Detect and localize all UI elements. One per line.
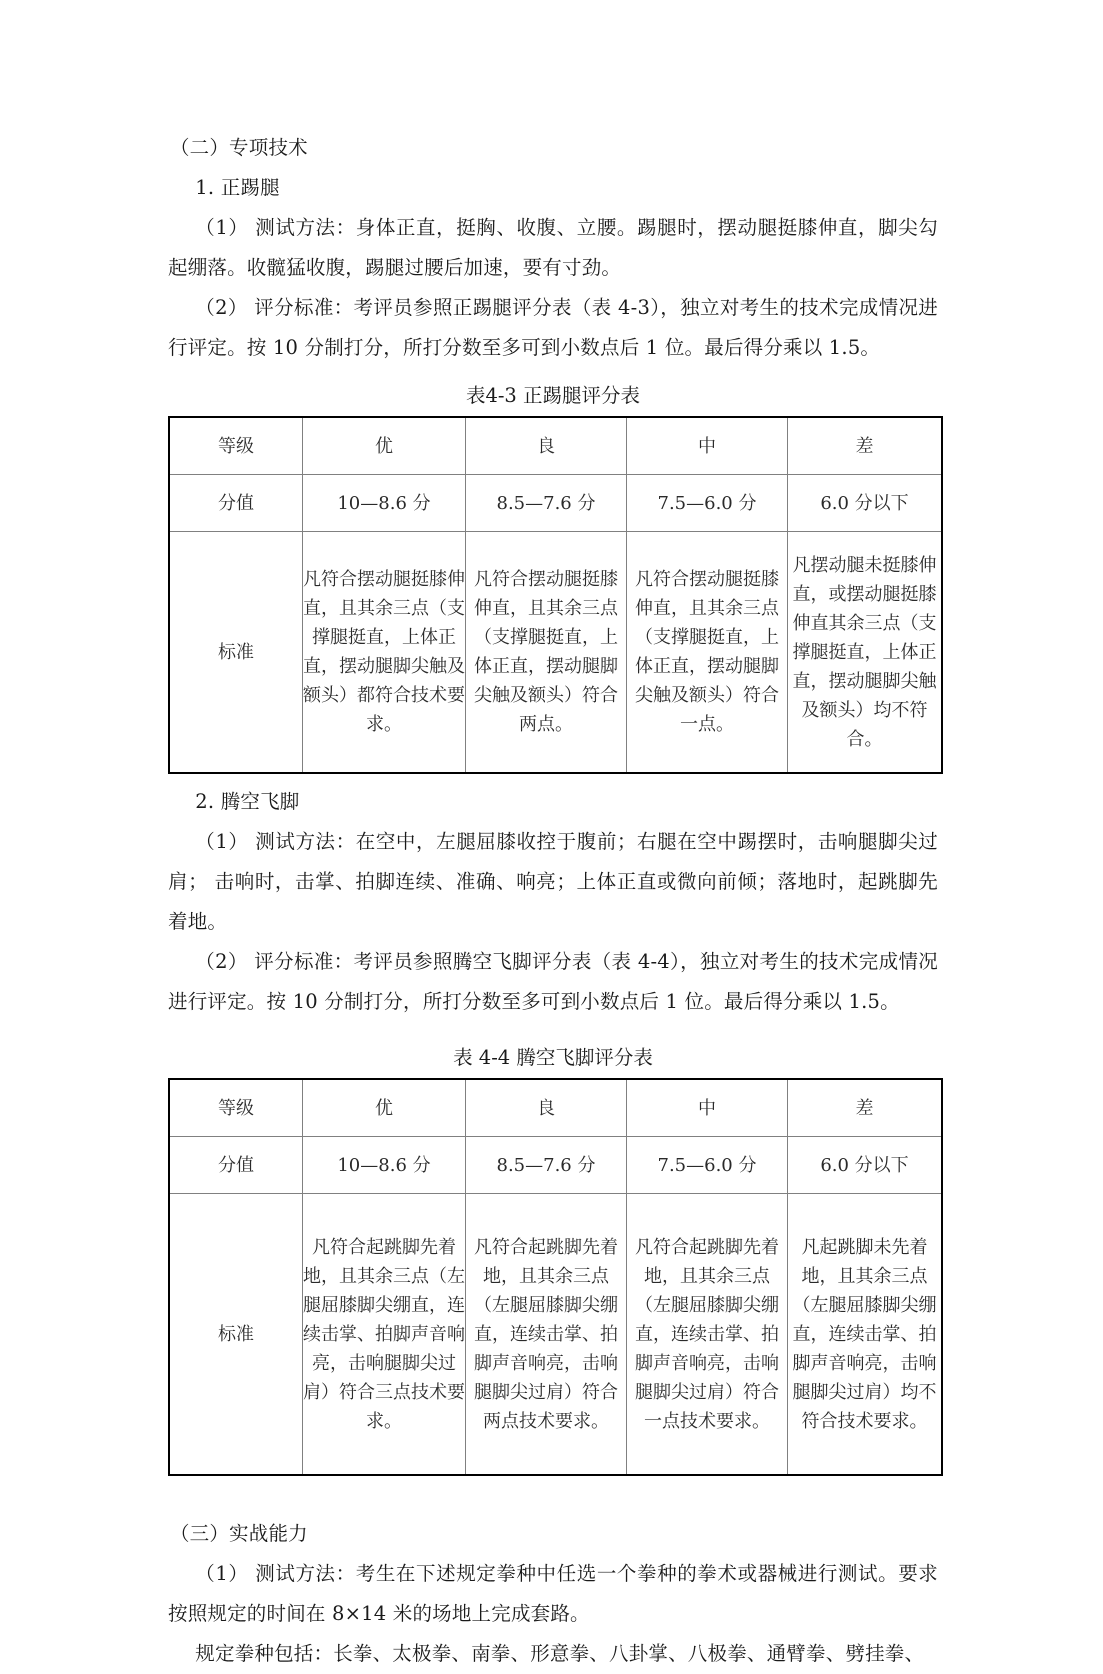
t43-standard-label: 标准 (169, 532, 303, 774)
t44-grade-label: 等级 (169, 1079, 303, 1137)
t43-grade-good: 良 (466, 417, 627, 475)
t44-standard-good: 凡符合起跳脚先着地，且其余三点（左腿屈膝脚尖绷直，连续击掌、拍脚声音响亮，击响腿脚尖过肩）符合两点技术要求。 (466, 1194, 627, 1476)
t43-score-poor: 6.0 分以下 (788, 475, 943, 532)
flying-kick-criteria-paragraph (168, 942, 938, 1022)
t44-standard-label: 标准 (169, 1194, 303, 1476)
t43-score-label: 分值 (169, 475, 303, 532)
t44-standard-excellent: 凡符合起跳脚先着地，且其余三点（左腿屈膝脚尖绷直，连续击掌、拍脚声音响亮，击响腿脚尖过肩）符合三点技术要求。 (303, 1194, 466, 1476)
section-heading-special-techniques: （二）专项技术 (169, 136, 308, 159)
t44-score-excellent: 10—8.6 分 (303, 1137, 466, 1194)
section-heading-combat-ability: （三）实战能力 (169, 1522, 308, 1545)
t43-standard-poor: 凡摆动腿未挺膝伸直，或摆动腿挺膝伸直其余三点（支撑腿挺直，上体正直，摆动腿脚尖触及额头）均不符合。 (788, 532, 943, 774)
table-4-3-caption: 表4-3 正踢腿评分表 (465, 384, 641, 407)
front-kick-criteria-label: （2） 评分标准： (195, 296, 354, 319)
front-kick-method-paragraph (168, 208, 938, 288)
table-4-4-caption: 表 4-4 腾空飞脚评分表 (453, 1046, 653, 1069)
t44-score-fair: 7.5—6.0 分 (627, 1137, 788, 1194)
table-4-3-front-kick-scoring (168, 416, 943, 774)
t43-grade-label: 等级 (169, 417, 303, 475)
flying-kick-method-label: （1） 测试方法： (195, 830, 356, 853)
flying-kick-criteria-text: 考评员参照腾空飞脚评分表（表 4-4），独立对考生的技术完成情况进行评定。按 10 分制打分，所打分数至多可到小数点后 1 位。最后得分乘以 1.5。 (168, 950, 938, 1013)
table-4-4-flying-kick-scoring (168, 1078, 943, 1476)
t43-standard-good: 凡符合摆动腿挺膝伸直，且其余三点（支撑腿挺直，上体正直，摆动腿脚尖触及额头）符合两点。 (466, 532, 627, 774)
t43-grade-fair: 中 (627, 417, 788, 475)
t44-score-poor: 6.0 分以下 (788, 1137, 943, 1194)
combat-method-label: （1） 测试方法： (195, 1562, 356, 1585)
t44-grade-poor: 差 (788, 1079, 943, 1137)
t43-standard-excellent: 凡符合摆动腿挺膝伸直，且其余三点（支撑腿挺直，上体正直，摆动腿脚尖触及额头）都符合技术要求。 (303, 532, 466, 774)
t43-standard-fair: 凡符合摆动腿挺膝伸直，且其余三点（支撑腿挺直，上体正直，摆动腿脚尖触及额头）符合一点。 (627, 532, 788, 774)
front-kick-method-label: （1） 测试方法： (195, 216, 356, 239)
t43-score-fair: 7.5—6.0 分 (627, 475, 788, 532)
flying-kick-method-text: 在空中，左腿屈膝收控于腹前；右腿在空中踢摆时，击响腿脚尖过肩； 击响时，击掌、拍脚连续、准确、响亮；上体正直或微向前倾；落地时，起跳脚先着地。 (168, 830, 938, 933)
front-kick-criteria-paragraph (168, 288, 938, 368)
combat-method-paragraph (168, 1554, 938, 1634)
spacer (168, 1022, 938, 1038)
subsection-title-flying-kick: 2. 腾空飞脚 (195, 790, 300, 813)
spacer (168, 1476, 938, 1514)
subsection-title-front-kick: 1. 正踢腿 (195, 176, 280, 199)
front-kick-criteria-text: 考评员参照正踢腿评分表（表 4-3），独立对考生的技术完成情况进行评定。按 10 分制打分，所打分数至多可到小数点后 1 位。最后得分乘以 1.5。 (168, 296, 938, 359)
table-row (169, 1194, 942, 1476)
table-row (169, 1137, 942, 1194)
t44-standard-fair: 凡符合起跳脚先着地，且其余三点（左腿屈膝脚尖绷直，连续击掌、拍脚声音响亮，击响腿脚尖过肩）符合一点技术要求。 (627, 1194, 788, 1476)
t44-grade-fair: 中 (627, 1079, 788, 1137)
front-kick-method-text: 身体正直，挺胸、收腹、立腰。踢腿时，摆动腿挺膝伸直，脚尖勾起绷落。收髋猛收腹，踢腿过腰后加速，要有寸劲。 (168, 216, 938, 279)
table-row (169, 475, 942, 532)
flying-kick-method-paragraph (168, 822, 938, 942)
table-row (169, 1079, 942, 1137)
t44-grade-excellent: 优 (303, 1079, 466, 1137)
t43-grade-poor: 差 (788, 417, 943, 475)
combat-method-text: 考生在下述规定拳种中任选一个拳种的拳术或器械进行测试。要求按照规定的时间在 8×14 米的场地上完成套路。 (168, 1562, 938, 1625)
flying-kick-criteria-label: （2） 评分标准： (195, 950, 354, 973)
t43-grade-excellent: 优 (303, 417, 466, 475)
combat-styles-paragraph: 规定拳种包括：长拳、太极拳、南拳、形意拳、八卦掌、八极拳、通臂拳、劈挂拳、 (195, 1642, 925, 1665)
t43-score-excellent: 10—8.6 分 (303, 475, 466, 532)
spacer (168, 368, 938, 376)
table-row (169, 532, 942, 774)
t43-score-good: 8.5—7.6 分 (466, 475, 627, 532)
t44-grade-good: 良 (466, 1079, 627, 1137)
page-content (168, 128, 938, 1674)
spacer (168, 774, 938, 782)
t44-standard-poor: 凡起跳脚未先着地，且其余三点（左腿屈膝脚尖绷直，连续击掌、拍脚声音响亮，击响腿脚尖过肩）均不符合技术要求。 (788, 1194, 943, 1476)
t44-score-label: 分值 (169, 1137, 303, 1194)
table-row (169, 417, 942, 475)
t44-score-good: 8.5—7.6 分 (466, 1137, 627, 1194)
